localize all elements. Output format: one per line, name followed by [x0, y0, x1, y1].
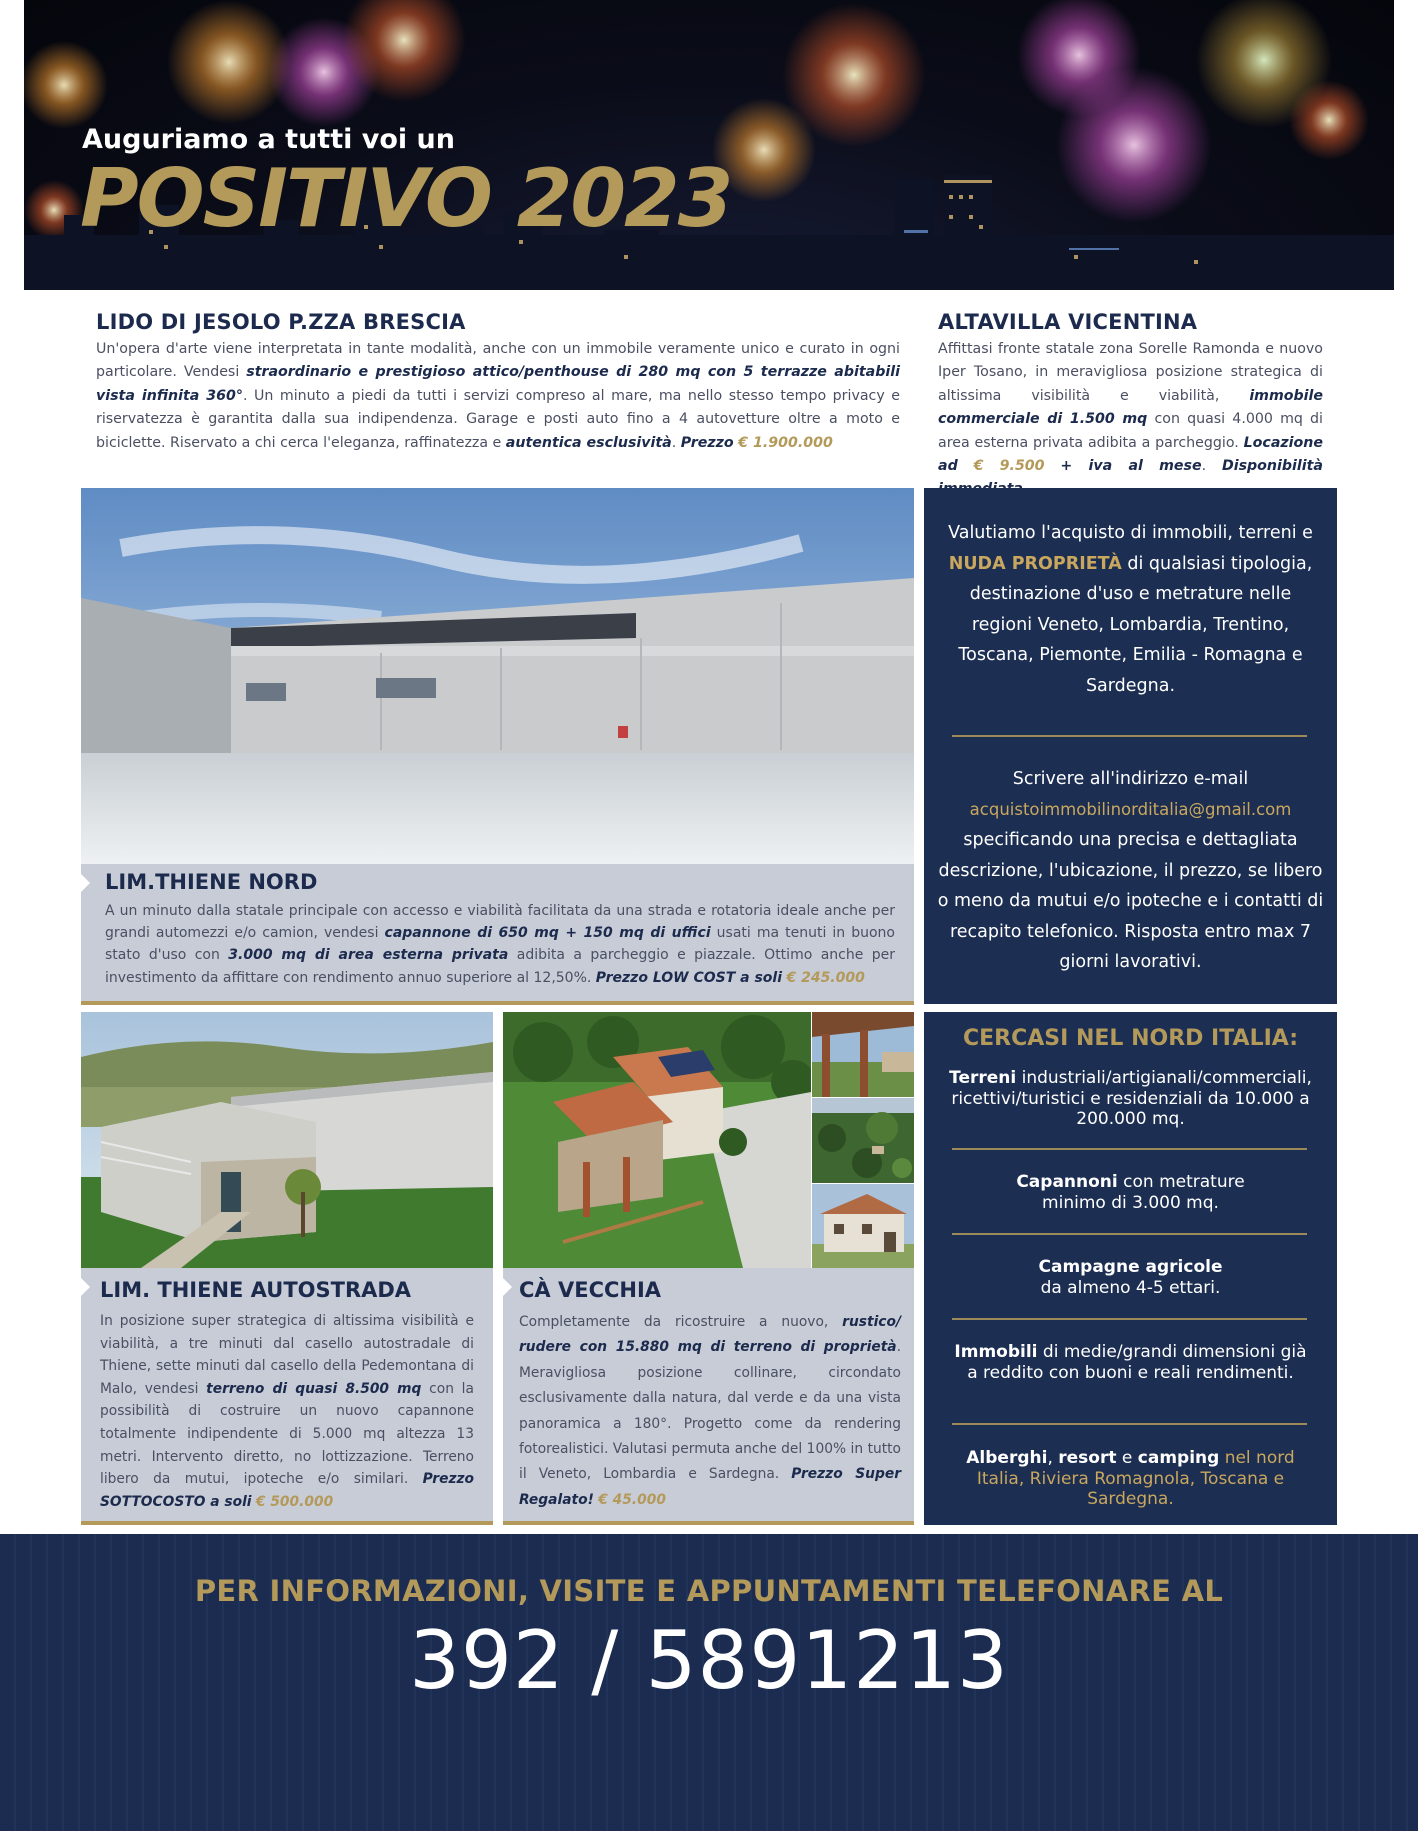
lido-highlight-2: autentica esclusività	[505, 434, 672, 451]
ca-vecchia-porch-photo	[812, 1012, 914, 1097]
acquisto-intro	[942, 518, 1319, 701]
cercasi-item-immobili	[954, 1342, 1307, 1383]
cercasi-resort-label: resort	[1058, 1448, 1117, 1468]
thiene-autostrada-caption	[81, 1268, 493, 1525]
cercasi-item-terreni	[938, 1068, 1323, 1130]
altavilla-highlight-4: Disponibilità	[1221, 458, 1323, 475]
thiene-nord-highlight-1: capannone di 650 mq + 150 mq di uffici	[384, 925, 711, 942]
cercasi-camping-label: camping	[1137, 1448, 1220, 1468]
thiene-nord-description	[105, 900, 895, 989]
ca-vecchia-rendering	[503, 1012, 811, 1268]
altavilla-text-2: con quasi 4.000 mq di area esterna privata adibita a parcheggio.	[938, 411, 1324, 451]
acquisto-text-1: Valutiamo l'acquisto di immobili, terreni e	[948, 523, 1313, 543]
ca-vecchia-highlight-2: Prezzo Super Regalato!	[519, 1466, 901, 1508]
thiene-autostrada-description	[100, 1310, 474, 1513]
ca-vecchia-highlight-1: rustico/ rudere con 15.880 mq di terreno di proprietà	[519, 1314, 901, 1356]
ca-vecchia-caption	[503, 1268, 914, 1525]
cercasi-item-campagne	[964, 1257, 1297, 1298]
ca-vecchia-aerial-photo	[812, 1098, 914, 1183]
cercasi-divider-4	[952, 1423, 1307, 1425]
altavilla-text-3: .	[1201, 458, 1222, 475]
footer-phone-number[interactable]: 392 / 5891213	[409, 1614, 1009, 1707]
cercasi-item-capannoni-label: Capannoni	[1016, 1172, 1118, 1192]
lido-title: LIDO DI JESOLO P.ZZA BRESCIA	[96, 310, 466, 334]
cercasi-divider-1	[952, 1148, 1307, 1150]
altavilla-highlight-1: immobile commerciale di 1.500 mq	[938, 387, 1323, 428]
altavilla-description	[938, 338, 1323, 502]
thiene-nord-text-1: A un minuto dalla statale principale con accesso e viabilità facilitata da una strada e rotatoria ideale anche per grandi automezzi e/o camion, vendesi	[105, 903, 895, 942]
cercasi-alberghi-sep-1: ,	[1047, 1448, 1059, 1468]
altavilla-highlight-2: Locazione ad	[938, 434, 1323, 475]
lido-text-3: .	[671, 434, 681, 451]
thiene-nord-price: € 245.000	[786, 969, 865, 986]
cercasi-panel	[924, 1012, 1337, 1525]
ca-vecchia-description	[519, 1310, 901, 1513]
thiene-autostrada-title: LIM. THIENE AUTOSTRADA	[100, 1278, 412, 1302]
ca-vecchia-title: CÀ VECCHIA	[519, 1278, 662, 1302]
cercasi-item-immobili-label: Immobili	[954, 1342, 1038, 1362]
thiene-nord-text-3: adibita a parcheggio e piazzale. Ottimo anche per investimento da affittare con rendimento annuo superiore al 12,50%.	[105, 947, 896, 986]
autostrada-photo	[81, 1012, 493, 1268]
acquisto-contact	[934, 764, 1327, 978]
header-headline: POSITIVO 2023	[80, 152, 732, 245]
contact-footer	[0, 1534, 1418, 1831]
cercasi-alberghi-label: Alberghi	[966, 1448, 1048, 1468]
ca-vecchia-text-1: Completamente da ricostruire a nuovo,	[519, 1314, 843, 1330]
thiene-nord-caption	[81, 864, 914, 1005]
lido-price-label: Prezzo	[680, 434, 734, 451]
header-kicker: Auguriamo a tutti voi un	[82, 124, 456, 155]
thiene-nord-text-2: usati ma tenuti in buono stato d'uso con	[105, 925, 895, 964]
lido-description	[96, 338, 900, 455]
lido-highlight-1: straordinario e prestigioso attico/penthouse di 280 mq con 5 terrazze abitabili vista infinita 360°	[96, 364, 901, 404]
cercasi-item-campagne-text: da almeno 4-5 ettari.	[1040, 1277, 1221, 1298]
acquisto-divider	[952, 735, 1307, 737]
altavilla-title: ALTAVILLA VICENTINA	[938, 310, 1198, 334]
acquisto-email-link[interactable]: acquistoimmobilinorditalia@gmail.com	[969, 799, 1292, 819]
thiene-autostrada-highlight-2: Prezzo SOTTOCOSTO a soli	[100, 1471, 474, 1510]
cercasi-item-terreni-text: industriali/artigianali/commerciali, ricettivi/turistici e residenziali da 10.000 a 200.000 mq.	[951, 1068, 1312, 1129]
cercasi-alberghi-sep-2: e	[1116, 1448, 1138, 1468]
cercasi-item-capannoni-text: con metrature minimo di 3.000 mq.	[1042, 1172, 1245, 1213]
thiene-nord-highlight-2: 3.000 mq di area esterna privata	[228, 947, 509, 964]
altavilla-highlight-3: + iva al mese	[1060, 458, 1202, 475]
header-banner	[24, 0, 1394, 290]
acquisto-email-label: Scrivere all'indirizzo e-mail	[1012, 769, 1249, 789]
ca-vecchia-house-photo	[812, 1184, 914, 1268]
thiene-autostrada-price: € 500.000	[255, 1493, 334, 1510]
thiene-autostrada-text-2: con la possibilità di costruire un nuovo capannone totalmente indipendente di 5.000 mq altezza 13 metri. Intervento diretto, no lottizzazione. Terreno libero da mutui, ipoteche e/o similari.	[100, 1380, 474, 1488]
cercasi-divider-3	[952, 1318, 1307, 1320]
altavilla-price: € 9.500	[973, 458, 1045, 475]
lido-text-2: . Un minuto a piedi da tutti i servizi compreso al mare, ma nello stesso tempo privacy e riservatezza è garantita dalla sua indipendenza. Garage e posti auto fino a 4 autovetture oltre a moto e biciclette. Riservato a chi cerca l'eleganza, raffinatezza e	[96, 387, 900, 451]
thiene-autostrada-text-1: In posizione super strategica di altissima visibilità e viabilità, a tre minuti dal casello autostradale di Thiene, sette minuti dal casello della Pedemontana di Malo, vendesi	[100, 1313, 474, 1397]
cercasi-item-terreni-label: Terreni	[949, 1068, 1017, 1088]
nuda-proprieta-highlight: NUDA PROPRIETÀ	[948, 553, 1122, 574]
acquisto-text-3: specificando una precisa e dettagliata descrizione, l'ubicazione, il prezzo, se libero o meno da mutui e/o ipoteche e i contatti di recapito telefonico. Risposta entro max 7 giorni lavorativi.	[937, 830, 1324, 972]
cercasi-alberghi-locations: nel nord Italia, Riviera Romagnola, Toscana e Sardegna.	[976, 1448, 1295, 1509]
warehouse-photo	[81, 488, 914, 864]
cercasi-item-immobili-text: di medie/grandi dimensioni già a reddito con buoni e reali rendimenti.	[967, 1342, 1307, 1383]
cercasi-item-campagne-label: Campagne agricole	[1038, 1257, 1223, 1277]
altavilla-text-1: Affittasi fronte statale zona Sorelle Ramonda e nuovo Iper Tosano, in meravigliosa posizione strategica di altissima visibilità e viabilità,	[938, 341, 1323, 404]
thiene-nord-title: LIM.THIENE NORD	[105, 870, 318, 894]
footer-info-line: PER INFORMAZIONI, VISITE E APPUNTAMENTI TELEFONARE AL	[194, 1574, 1224, 1608]
cercasi-divider-2	[952, 1233, 1307, 1235]
cercasi-item-capannoni	[984, 1172, 1277, 1213]
caption-notch-icon	[81, 1278, 90, 1296]
caption-notch-icon	[81, 874, 90, 892]
acquisto-panel	[924, 488, 1337, 1004]
caption-notch-icon	[503, 1278, 512, 1296]
lido-price: € 1.900.000	[738, 434, 833, 451]
cercasi-item-alberghi	[954, 1448, 1307, 1510]
acquisto-text-2: di qualsiasi tipologia, destinazione d'uso e metrature nelle regioni Veneto, Lombardia, Trentino, Toscana, Piemonte, Emilia - Romagna e Sardegna.	[958, 553, 1313, 696]
cercasi-title: CERCASI NEL NORD ITALIA:	[962, 1026, 1299, 1051]
thiene-nord-highlight-3: Prezzo LOW COST a soli	[595, 969, 783, 986]
thiene-autostrada-highlight-1: terreno di quasi 8.500 mq	[206, 1380, 422, 1397]
ca-vecchia-text-2: . Meravigliosa posizione collinare, circondato esclusivamente dalla natura, dal verde e da una vista panoramica a 180°. Progetto come da rendering fotorealistici. Valutasi permuta anche del 100% in tutto il Veneto, Lombardia e Sardegna.	[519, 1339, 901, 1483]
ca-vecchia-price: € 45.000	[598, 1491, 666, 1508]
lido-text-1: Un'opera d'arte viene interpretata in tante modalità, anche con un immobile veramente unico e curato in ogni particolare. Vendesi	[96, 341, 900, 381]
